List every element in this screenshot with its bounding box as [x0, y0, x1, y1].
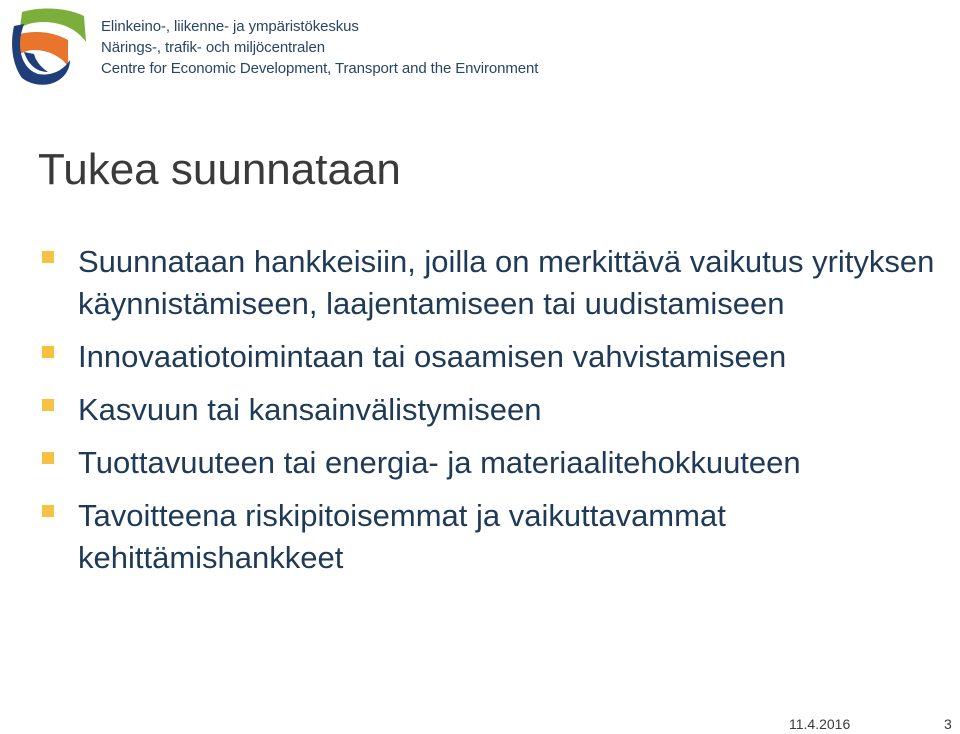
org-name-english: Centre for Economic Development, Transport and the Environment — [101, 60, 539, 77]
bullet-text: Tavoitteena riskipitoisemmat ja vaikuttavammat kehittämishankkeet — [78, 498, 726, 575]
square-bullet-icon — [42, 251, 54, 263]
square-bullet-icon — [42, 505, 54, 517]
square-bullet-icon — [42, 399, 54, 411]
bullet-list — [38, 241, 938, 579]
slide-header — [0, 0, 960, 95]
bullet-item — [38, 389, 938, 431]
ely-centre-logo-icon — [6, 4, 88, 86]
bullet-item — [38, 442, 938, 484]
organization-names — [101, 16, 538, 79]
bullet-text: Suunnataan hankkeisiin, joilla on merkittävä vaikutus yrityksen käynnistämiseen, laajentamiseen tai uudistamiseen — [78, 244, 935, 321]
org-name-finnish: Elinkeino-, liikenne- ja ympäristökeskus — [101, 18, 359, 35]
square-bullet-icon — [42, 452, 54, 464]
slide-date: 11.4.2016 — [789, 716, 851, 732]
square-bullet-icon — [42, 346, 54, 358]
bullet-text: Tuottavuuteen tai energia- ja materiaalitehokkuuteen — [78, 445, 801, 480]
bullet-text: Kasvuun tai kansainvälistymiseen — [78, 392, 542, 427]
slide-title: Tukea suunnataan — [38, 145, 401, 194]
page-number: 3 — [944, 716, 952, 732]
bullet-text: Innovaatiotoimintaan tai osaamisen vahvistamiseen — [78, 339, 787, 374]
bullet-item — [38, 336, 938, 378]
bullet-item — [38, 241, 938, 325]
bullet-item — [38, 495, 938, 579]
org-name-swedish: Närings-, trafik- och miljöcentralen — [101, 39, 325, 56]
